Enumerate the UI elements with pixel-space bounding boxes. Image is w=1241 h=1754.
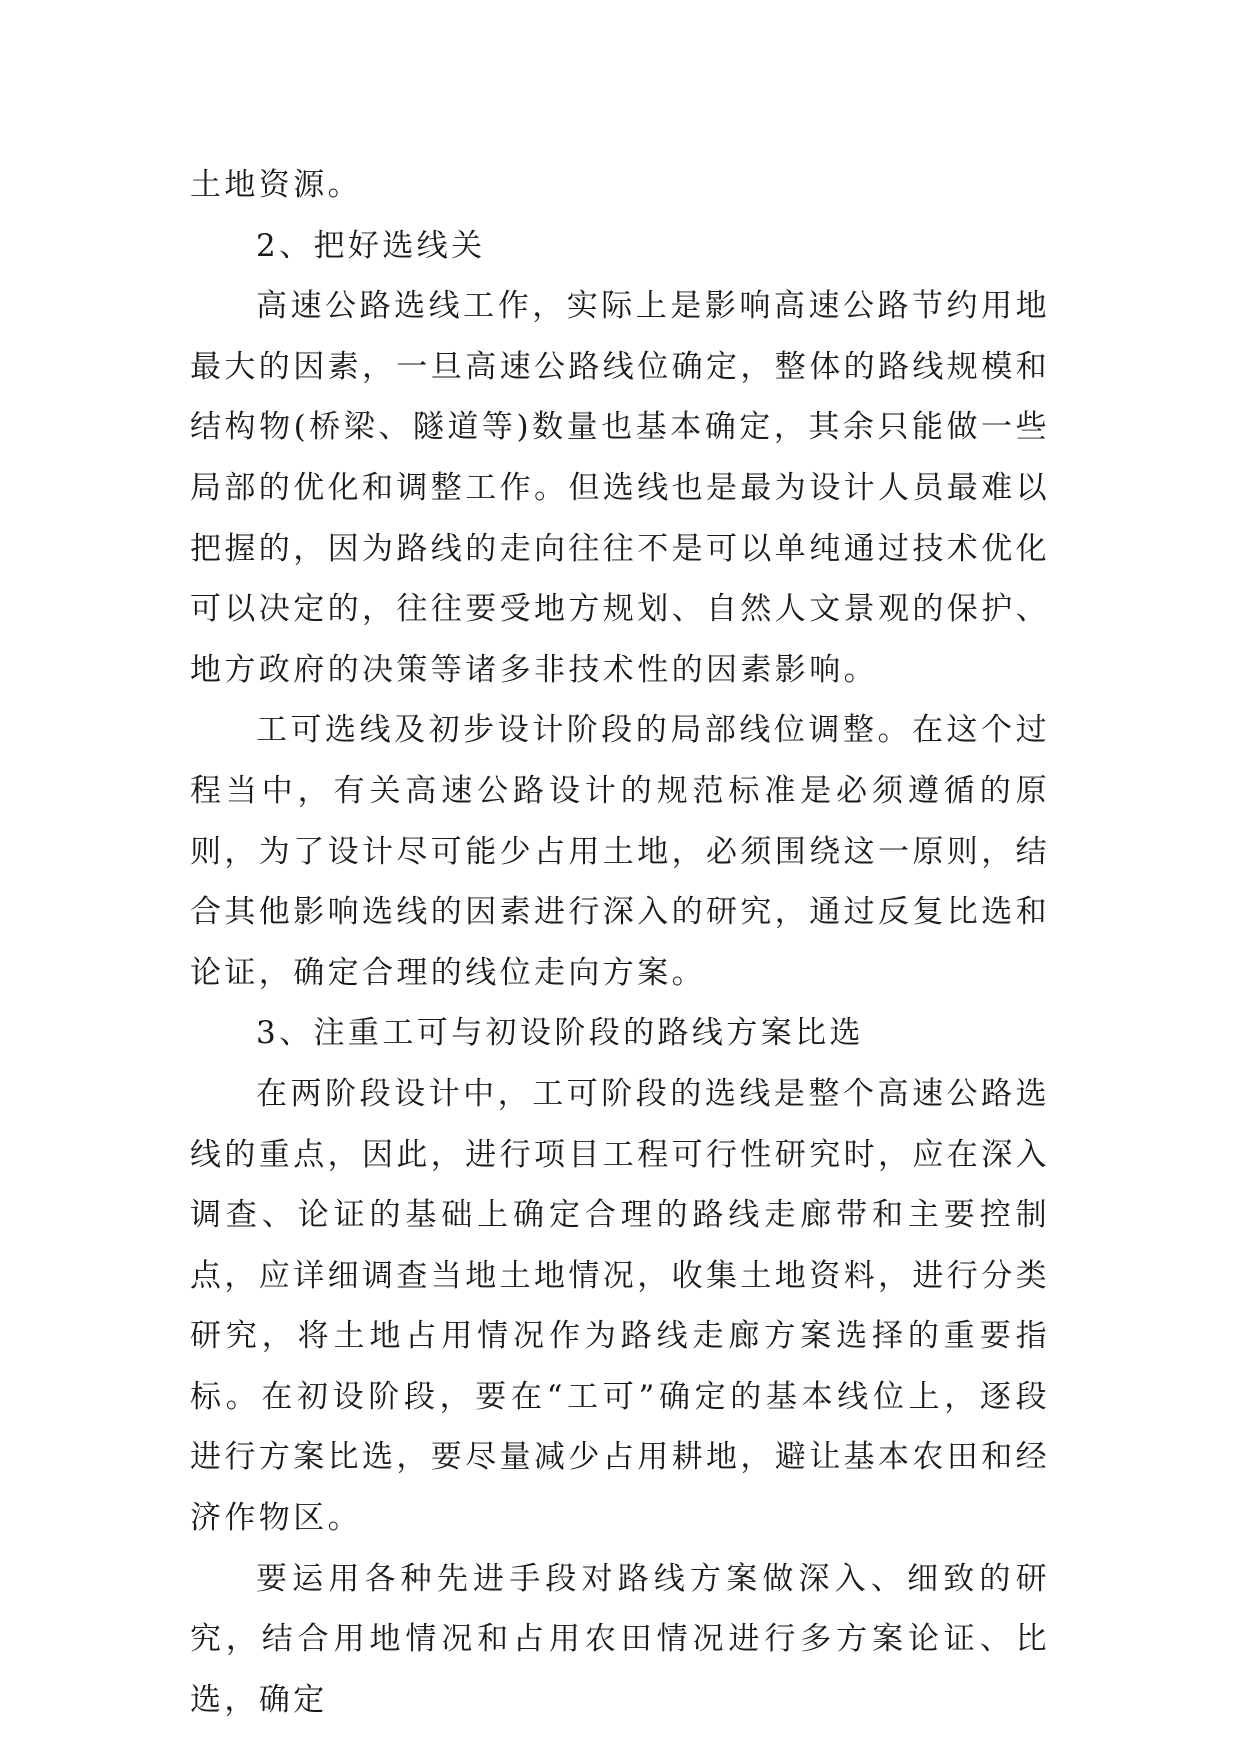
section-heading-2: 2、把好选线关 [256,227,486,264]
paragraph-7: 要运用各种先进手段对路线方案做深入、细致的研究，结合用地情况和占用农田情况进行多方案论证、比选，确定 [190,1560,1050,1718]
document-body [190,155,1050,1730]
paragraph-3: 高速公路选线工作，实际上是影响高速公路节约用地最大的因素，一旦高速公路线位确定，整体的路线规模和结构物(桥梁、隧道等)数量也基本确定，其余只能做一些局部的优化和调整工作。但选线也是最为设计人员最难以把握的，因为路线的走向往往不是可以单纯通过技术优化可以决定的，往往要受地方规划、自然人文景观的保护、地方政府的决策等诸多非技术性的因素影响。 [190,288,1050,688]
paragraph-4: 工可选线及初步设计阶段的局部线位调整。在这个过程当中，有关高速公路设计的规范标准是必须遵循的原则，为了设计尽可能少占用土地，必须围绕这一原则，结合其他影响选线的因素进行深入的研究，通过反复比选和论证，确定合理的线位走向方案。 [190,712,1050,991]
paragraph-6: 在两阶段设计中，工可阶段的选线是整个高速公路选线的重点，因此，进行项目工程可行性研究时，应在深入调查、论证的基础上确定合理的路线走廊带和主要控制点，应详细调查当地土地情况，收集土地资料，进行分类研究，将土地占用情况作为路线走廊方案选择的重要指标。在初设阶段，要在“工可”确定的基本线位上，逐段进行方案比选，要尽量减少占用耕地，避让基本农田和经济作物区。 [190,1075,1050,1537]
section-heading-3: 3、注重工可与初设阶段的路线方案比选 [256,1015,864,1052]
paragraph-1: 土地资源。 [190,167,362,203]
